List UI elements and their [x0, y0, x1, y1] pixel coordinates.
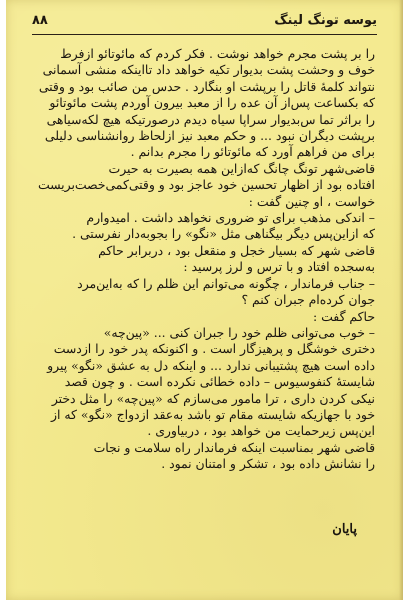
- text-line: – اندکی مذهب برای تو ضروری نخواهد داشت . امیدوارم: [86, 210, 375, 226]
- text-line: که ازاین‌پس دیگر بیگناهی مثل «نگو» را بجوبه‌دار نفرستی .: [72, 226, 375, 242]
- text-line: نیکی کردن داری ، ترا مامور می‌سازم که «پین‌چه» را مثل دختر: [51, 390, 375, 406]
- page-header: [32, 12, 377, 38]
- text-line: را بر پشت مجرم خواهد نوشت . فکر کردم که مائوتائو ازفرط: [60, 46, 375, 61]
- text-line: قاضی‌شهر تونگ چانگ که‌ازاین همه بصیرت به حیرت: [108, 160, 375, 176]
- text-line: که بکساعت پس‌از آن عده را از معبد بیرون آوردم پشت مائوتائو: [49, 95, 375, 111]
- text-line: خوف و وحشت پشت بدیوار تکیه خواهد داد تااینکه منشی آسمانی: [42, 62, 375, 78]
- text-line: را براثر تما س‌بدیوار سراپا سیاه دیدم درصورتیکه هیچ لکه‌سیاهی: [46, 111, 375, 127]
- text-line: این‌پس زیرحمایت من خواهد بود ، دربیاوری .: [147, 423, 375, 439]
- text-line: برپشت دیگران نبود ... و حکم معبد نیز ازلحاظ روانشناسی دلیلی: [44, 128, 375, 144]
- text-line: خواست ، او چنین گفت :: [248, 193, 375, 209]
- text-line: داده است هیچ پشتیبانی ندارد ... و اینکه دل به عشق «نگو» پیرو: [47, 357, 375, 373]
- book-page: [6, 0, 403, 600]
- text-line: برای من فراهم آورد که مائوتائو را مجرم بدانم .: [130, 144, 375, 160]
- text-line: دختری خوشگل و پرهیزگار است . و اکنونکه پدر خود را ازدست: [53, 341, 375, 357]
- ending-mark: پایان: [332, 522, 357, 537]
- text-line: به‌سجده افتاد و با ترس و لرز پرسید :: [183, 259, 375, 275]
- text-line: خود با جهازیکه شایسته مقام تو باشد به‌عقد ازدواج «نگو» که از: [51, 406, 375, 422]
- text-line: نتواند کلمهٔ قاتل را برپشت او بنگارد . حدس من صائب بود و وقتی: [38, 78, 375, 94]
- text-line: قاضی شهر که بسیار خجل و منقعل بود ، دربرابر حاکم: [98, 242, 375, 258]
- text-line: حاکم گفت :: [313, 308, 375, 324]
- text-line: – خوب می‌توانی ظلم خود را جبران کنی ... «پین‌چه»: [103, 324, 375, 340]
- running-title: یوسه تونگ لینگ: [274, 13, 377, 28]
- page-number: ۸۸: [32, 13, 48, 28]
- text-line: را نشانش داده بود ، تشکر و امتنان نمود .: [161, 456, 375, 472]
- text-line: شایستهٔ کنفوسیوس – داده خطائی نکرده است . و چون قصد: [64, 374, 375, 390]
- text-line: قاضی شهر بمناسبت اینکه فرماندار راه سلامت و نجات: [93, 439, 375, 455]
- header-rule: [32, 34, 377, 35]
- body-text: [34, 46, 375, 473]
- text-line: – جناب فرماندار ، چگونه می‌توانم این ظلم را که به‌این‌مرد: [77, 275, 375, 291]
- page-edge: [399, 0, 403, 600]
- text-line: افتاده بود از اظهار تحسین خود عاجز بود و وقتی‌کمی‌خصت‌بریست: [37, 177, 375, 193]
- text-line: جوان کرده‌ام جبران کنم ؟: [241, 292, 375, 308]
